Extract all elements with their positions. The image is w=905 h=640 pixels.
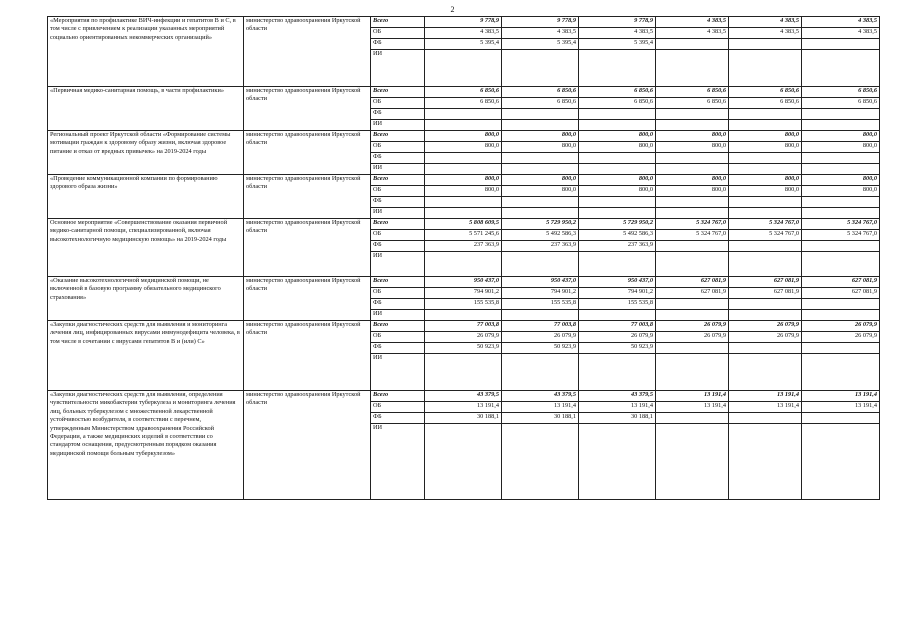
amount-cell bbox=[802, 109, 880, 120]
amount-cell: 6 850,6 bbox=[579, 98, 656, 109]
amount-cell bbox=[802, 241, 880, 252]
funding-source-cell: Всего bbox=[371, 17, 425, 28]
amount-cell bbox=[802, 153, 880, 164]
funding-source-cell: ИИ bbox=[371, 310, 425, 321]
amount-cell: 800,0 bbox=[656, 175, 729, 186]
funding-source-cell: ФБ bbox=[371, 413, 425, 424]
amount-cell bbox=[425, 50, 502, 87]
funding-source-cell: ИИ bbox=[371, 354, 425, 391]
amount-cell bbox=[502, 208, 579, 219]
amount-cell: 800,0 bbox=[579, 175, 656, 186]
amount-cell: 50 923,9 bbox=[502, 343, 579, 354]
amount-cell bbox=[579, 208, 656, 219]
amount-cell bbox=[729, 310, 802, 321]
amount-cell bbox=[502, 109, 579, 120]
amount-cell bbox=[502, 164, 579, 175]
amount-cell: 43 379,5 bbox=[425, 391, 502, 402]
amount-cell bbox=[802, 252, 880, 277]
amount-cell bbox=[579, 252, 656, 277]
amount-cell bbox=[425, 120, 502, 131]
amount-cell bbox=[656, 354, 729, 391]
amount-cell: 13 191,4 bbox=[729, 402, 802, 413]
amount-cell: 5 808 609,5 bbox=[425, 219, 502, 230]
amount-cell bbox=[579, 197, 656, 208]
amount-cell: 9 778,9 bbox=[579, 17, 656, 28]
executor-cell: министерство здравоохранения Иркутской области bbox=[244, 277, 371, 321]
amount-cell: 794 901,2 bbox=[502, 288, 579, 299]
amount-cell: 800,0 bbox=[729, 131, 802, 142]
amount-cell bbox=[802, 424, 880, 500]
amount-cell: 800,0 bbox=[579, 142, 656, 153]
amount-cell bbox=[656, 197, 729, 208]
amount-cell bbox=[802, 413, 880, 424]
executor-cell: министерство здравоохранения Иркутской области bbox=[244, 131, 371, 175]
amount-cell: 5 729 950,2 bbox=[579, 219, 656, 230]
amount-cell: 800,0 bbox=[425, 186, 502, 197]
amount-cell: 26 079,9 bbox=[802, 332, 880, 343]
amount-cell bbox=[502, 153, 579, 164]
amount-cell bbox=[579, 120, 656, 131]
amount-cell: 6 850,6 bbox=[802, 98, 880, 109]
amount-cell bbox=[656, 109, 729, 120]
amount-cell: 800,0 bbox=[656, 142, 729, 153]
amount-cell bbox=[579, 153, 656, 164]
amount-cell: 9 778,9 bbox=[502, 17, 579, 28]
funding-source-cell: ИИ bbox=[371, 208, 425, 219]
amount-cell: 800,0 bbox=[425, 131, 502, 142]
amount-cell bbox=[729, 197, 802, 208]
amount-cell: 77 003,8 bbox=[425, 321, 502, 332]
amount-cell: 26 079,9 bbox=[729, 321, 802, 332]
amount-cell: 627 081,9 bbox=[656, 288, 729, 299]
amount-cell: 800,0 bbox=[502, 186, 579, 197]
amount-cell bbox=[802, 164, 880, 175]
amount-cell: 800,0 bbox=[656, 131, 729, 142]
amount-cell: 50 923,9 bbox=[425, 343, 502, 354]
amount-cell: 26 079,9 bbox=[656, 321, 729, 332]
amount-cell bbox=[656, 50, 729, 87]
amount-cell: 950 437,0 bbox=[502, 277, 579, 288]
amount-cell bbox=[425, 109, 502, 120]
executor-cell: министерство здравоохранения Иркутской области bbox=[244, 321, 371, 391]
funding-source-cell: ОБ bbox=[371, 288, 425, 299]
table-row bbox=[48, 391, 880, 402]
activity-name-cell: Региональный проект Иркутской области «Формирование системы мотивации граждан к здоровому образу жизни, включая здоровое питание и отказ от вредных привычек» на 2019-2024 годы bbox=[48, 131, 244, 175]
amount-cell bbox=[729, 153, 802, 164]
amount-cell bbox=[802, 354, 880, 391]
funding-source-cell: Всего bbox=[371, 391, 425, 402]
amount-cell: 155 535,8 bbox=[425, 299, 502, 310]
amount-cell bbox=[425, 197, 502, 208]
amount-cell bbox=[425, 252, 502, 277]
amount-cell: 6 850,6 bbox=[502, 98, 579, 109]
amount-cell bbox=[729, 241, 802, 252]
amount-cell: 5 324 767,0 bbox=[802, 230, 880, 241]
amount-cell bbox=[729, 50, 802, 87]
amount-cell bbox=[729, 39, 802, 50]
amount-cell: 5 395,4 bbox=[425, 39, 502, 50]
amount-cell: 4 383,5 bbox=[656, 28, 729, 39]
table-row bbox=[48, 219, 880, 230]
funding-source-cell: Всего bbox=[371, 175, 425, 186]
funding-source-cell: ОБ bbox=[371, 142, 425, 153]
amount-cell: 4 383,5 bbox=[579, 28, 656, 39]
table-row bbox=[48, 321, 880, 332]
amount-cell bbox=[729, 343, 802, 354]
amount-cell: 155 535,8 bbox=[502, 299, 579, 310]
activity-name-cell: «Проведение коммуникационной компании по формированию здорового образа жизни» bbox=[48, 175, 244, 219]
amount-cell: 5 324 767,0 bbox=[729, 230, 802, 241]
amount-cell: 800,0 bbox=[802, 175, 880, 186]
executor-cell: министерство здравоохранения Иркутской области bbox=[244, 219, 371, 277]
amount-cell: 800,0 bbox=[502, 175, 579, 186]
amount-cell: 237 363,9 bbox=[425, 241, 502, 252]
amount-cell: 30 188,1 bbox=[579, 413, 656, 424]
amount-cell: 26 079,9 bbox=[425, 332, 502, 343]
amount-cell bbox=[502, 310, 579, 321]
amount-cell bbox=[656, 413, 729, 424]
funding-source-cell: Всего bbox=[371, 87, 425, 98]
amount-cell: 800,0 bbox=[802, 142, 880, 153]
amount-cell: 30 188,1 bbox=[502, 413, 579, 424]
amount-cell: 5 324 767,0 bbox=[656, 230, 729, 241]
table-row bbox=[48, 277, 880, 288]
funding-source-cell: ОБ bbox=[371, 402, 425, 413]
amount-cell bbox=[502, 120, 579, 131]
amount-cell: 6 850,6 bbox=[729, 98, 802, 109]
amount-cell: 4 383,5 bbox=[729, 17, 802, 28]
amount-cell bbox=[729, 120, 802, 131]
amount-cell bbox=[425, 208, 502, 219]
amount-cell bbox=[656, 252, 729, 277]
amount-cell: 4 383,5 bbox=[802, 28, 880, 39]
table-row bbox=[48, 17, 880, 28]
amount-cell bbox=[656, 39, 729, 50]
amount-cell: 5 324 767,0 bbox=[729, 219, 802, 230]
amount-cell: 26 079,9 bbox=[802, 321, 880, 332]
amount-cell: 13 191,4 bbox=[656, 391, 729, 402]
amount-cell: 627 081,9 bbox=[802, 277, 880, 288]
funding-source-cell: ОБ bbox=[371, 332, 425, 343]
amount-cell bbox=[802, 310, 880, 321]
amount-cell: 43 379,5 bbox=[502, 391, 579, 402]
amount-cell bbox=[656, 164, 729, 175]
amount-cell bbox=[729, 164, 802, 175]
amount-cell bbox=[802, 39, 880, 50]
amount-cell: 6 850,6 bbox=[802, 87, 880, 98]
funding-source-cell: Всего bbox=[371, 219, 425, 230]
amount-cell bbox=[502, 252, 579, 277]
amount-cell: 4 383,5 bbox=[502, 28, 579, 39]
funding-source-cell: ИИ bbox=[371, 252, 425, 277]
amount-cell: 5 571 245,6 bbox=[425, 230, 502, 241]
amount-cell: 6 850,6 bbox=[425, 98, 502, 109]
funding-source-cell: ИИ bbox=[371, 120, 425, 131]
amount-cell: 13 191,4 bbox=[502, 402, 579, 413]
funding-source-cell: ФБ bbox=[371, 153, 425, 164]
amount-cell: 800,0 bbox=[579, 131, 656, 142]
amount-cell: 800,0 bbox=[802, 131, 880, 142]
funding-source-cell: ФБ bbox=[371, 241, 425, 252]
amount-cell: 627 081,9 bbox=[729, 288, 802, 299]
funding-source-cell: ОБ bbox=[371, 186, 425, 197]
funding-source-cell: ФБ bbox=[371, 343, 425, 354]
amount-cell: 800,0 bbox=[729, 175, 802, 186]
amount-cell bbox=[425, 424, 502, 500]
amount-cell: 4 383,5 bbox=[802, 17, 880, 28]
executor-cell: министерство здравоохранения Иркутской области bbox=[244, 175, 371, 219]
funding-source-cell: Всего bbox=[371, 131, 425, 142]
amount-cell bbox=[802, 299, 880, 310]
amount-cell: 800,0 bbox=[502, 131, 579, 142]
amount-cell: 627 081,9 bbox=[802, 288, 880, 299]
amount-cell: 237 363,9 bbox=[579, 241, 656, 252]
amount-cell: 800,0 bbox=[656, 186, 729, 197]
amount-cell bbox=[425, 164, 502, 175]
amount-cell: 6 850,6 bbox=[656, 87, 729, 98]
amount-cell bbox=[579, 310, 656, 321]
amount-cell: 627 081,9 bbox=[656, 277, 729, 288]
amount-cell: 6 850,6 bbox=[425, 87, 502, 98]
amount-cell: 9 778,9 bbox=[425, 17, 502, 28]
amount-cell bbox=[729, 354, 802, 391]
executor-cell: министерство здравоохранения Иркутской области bbox=[244, 17, 371, 87]
amount-cell: 13 191,4 bbox=[802, 391, 880, 402]
amount-cell: 800,0 bbox=[729, 142, 802, 153]
amount-cell: 13 191,4 bbox=[579, 402, 656, 413]
funding-source-cell: ФБ bbox=[371, 39, 425, 50]
amount-cell bbox=[802, 197, 880, 208]
amount-cell: 13 191,4 bbox=[729, 391, 802, 402]
activity-name-cell: «Первичная медико-санитарная помощь, в части профилактики» bbox=[48, 87, 244, 131]
activity-name-cell: «Мероприятия по профилактике ВИЧ-инфекции и гепатитов В и С, в том числе с привлечением к реализации указанных мероприятий социально ориентированных некоммерческих организаций» bbox=[48, 17, 244, 87]
amount-cell: 13 191,4 bbox=[656, 402, 729, 413]
amount-cell bbox=[802, 208, 880, 219]
funding-source-cell: ОБ bbox=[371, 230, 425, 241]
table-row bbox=[48, 175, 880, 186]
amount-cell: 13 191,4 bbox=[802, 402, 880, 413]
amount-cell bbox=[802, 343, 880, 354]
amount-cell bbox=[802, 120, 880, 131]
amount-cell bbox=[656, 241, 729, 252]
amount-cell bbox=[579, 164, 656, 175]
amount-cell bbox=[579, 424, 656, 500]
activity-name-cell: Основное мероприятие «Совершенствование оказания первичной медико-санитарной помощи, специализированной, включая высокотехнологичную медицинскую помощь» на 2019-2024 годы bbox=[48, 219, 244, 277]
amount-cell: 50 923,9 bbox=[579, 343, 656, 354]
amount-cell: 627 081,9 bbox=[729, 277, 802, 288]
amount-cell: 800,0 bbox=[802, 186, 880, 197]
amount-cell: 5 729 950,2 bbox=[502, 219, 579, 230]
funding-source-cell: ОБ bbox=[371, 98, 425, 109]
amount-cell: 26 079,9 bbox=[729, 332, 802, 343]
funding-source-cell: Всего bbox=[371, 321, 425, 332]
amount-cell: 800,0 bbox=[729, 186, 802, 197]
amount-cell bbox=[502, 354, 579, 391]
amount-cell: 4 383,5 bbox=[425, 28, 502, 39]
amount-cell: 6 850,6 bbox=[656, 98, 729, 109]
amount-cell bbox=[802, 50, 880, 87]
executor-cell: министерство здравоохранения Иркутской области bbox=[244, 391, 371, 500]
amount-cell: 800,0 bbox=[502, 142, 579, 153]
amount-cell bbox=[502, 424, 579, 500]
amount-cell bbox=[729, 299, 802, 310]
amount-cell: 43 379,5 bbox=[579, 391, 656, 402]
amount-cell: 155 535,8 bbox=[579, 299, 656, 310]
activity-name-cell: «Закупки диагностических средств для выявления, определения чувствительности микобактерии туберкулеза и мониторинга лечения лиц, больных туберкулезом с множественной лекарственной устойчивостью возбудителя, в соответствии с перечнем, утвержденным Министерством здравоохранения Российской Федерации, а также медицинских изделий в соответствии со стандартом оснащения, предусмотренным порядком оказания медицинской помощи больным туберкулезом» bbox=[48, 391, 244, 500]
amount-cell bbox=[579, 50, 656, 87]
amount-cell bbox=[729, 208, 802, 219]
amount-cell: 26 079,9 bbox=[579, 332, 656, 343]
funding-source-cell: ИИ bbox=[371, 164, 425, 175]
amount-cell bbox=[579, 109, 656, 120]
amount-cell: 77 003,8 bbox=[579, 321, 656, 332]
amount-cell: 6 850,6 bbox=[502, 87, 579, 98]
amount-cell bbox=[425, 354, 502, 391]
amount-cell bbox=[425, 153, 502, 164]
activity-name-cell: «Закупки диагностических средств для выявления и мониторинга лечения лиц, инфицированных вирусами иммунодефицита человека, в том числе в сочетании с вирусами гепатитов В и (или) С» bbox=[48, 321, 244, 391]
amount-cell bbox=[729, 413, 802, 424]
budget-table bbox=[47, 16, 880, 500]
amount-cell: 30 188,1 bbox=[425, 413, 502, 424]
amount-cell: 950 437,0 bbox=[579, 277, 656, 288]
amount-cell bbox=[656, 424, 729, 500]
amount-cell bbox=[656, 120, 729, 131]
amount-cell bbox=[656, 208, 729, 219]
funding-source-cell: ИИ bbox=[371, 424, 425, 500]
amount-cell: 5 395,4 bbox=[579, 39, 656, 50]
funding-source-cell: ОБ bbox=[371, 28, 425, 39]
amount-cell bbox=[502, 197, 579, 208]
amount-cell: 26 079,9 bbox=[502, 332, 579, 343]
amount-cell bbox=[579, 354, 656, 391]
amount-cell: 4 383,5 bbox=[656, 17, 729, 28]
activity-name-cell: «Оказание высокотехнологичной медицинской помощи, не включенной в базовую программу обязательного медицинского страхования» bbox=[48, 277, 244, 321]
amount-cell: 794 901,2 bbox=[579, 288, 656, 299]
funding-source-cell: ИИ bbox=[371, 50, 425, 87]
amount-cell: 5 492 586,3 bbox=[579, 230, 656, 241]
funding-source-cell: ФБ bbox=[371, 109, 425, 120]
amount-cell: 5 324 767,0 bbox=[802, 219, 880, 230]
amount-cell bbox=[729, 109, 802, 120]
amount-cell bbox=[656, 310, 729, 321]
amount-cell: 13 191,4 bbox=[425, 402, 502, 413]
amount-cell: 26 079,9 bbox=[656, 332, 729, 343]
amount-cell bbox=[656, 299, 729, 310]
page-number: 2 bbox=[450, 5, 455, 14]
amount-cell: 4 383,5 bbox=[729, 28, 802, 39]
amount-cell: 6 850,6 bbox=[729, 87, 802, 98]
amount-cell: 794 901,2 bbox=[425, 288, 502, 299]
table-row bbox=[48, 131, 880, 142]
amount-cell: 6 850,6 bbox=[579, 87, 656, 98]
amount-cell bbox=[656, 153, 729, 164]
amount-cell bbox=[656, 343, 729, 354]
amount-cell: 800,0 bbox=[425, 142, 502, 153]
funding-source-cell: ФБ bbox=[371, 197, 425, 208]
amount-cell: 5 492 586,3 bbox=[502, 230, 579, 241]
amount-cell bbox=[729, 424, 802, 500]
amount-cell bbox=[729, 252, 802, 277]
amount-cell bbox=[502, 50, 579, 87]
amount-cell: 77 003,8 bbox=[502, 321, 579, 332]
amount-cell bbox=[425, 310, 502, 321]
amount-cell: 5 395,4 bbox=[502, 39, 579, 50]
amount-cell: 800,0 bbox=[425, 175, 502, 186]
executor-cell: министерство здравоохранения Иркутской области bbox=[244, 87, 371, 131]
amount-cell: 800,0 bbox=[579, 186, 656, 197]
amount-cell: 950 437,0 bbox=[425, 277, 502, 288]
table-row bbox=[48, 87, 880, 98]
funding-source-cell: Всего bbox=[371, 277, 425, 288]
funding-source-cell: ФБ bbox=[371, 299, 425, 310]
amount-cell: 237 363,9 bbox=[502, 241, 579, 252]
amount-cell: 5 324 767,0 bbox=[656, 219, 729, 230]
